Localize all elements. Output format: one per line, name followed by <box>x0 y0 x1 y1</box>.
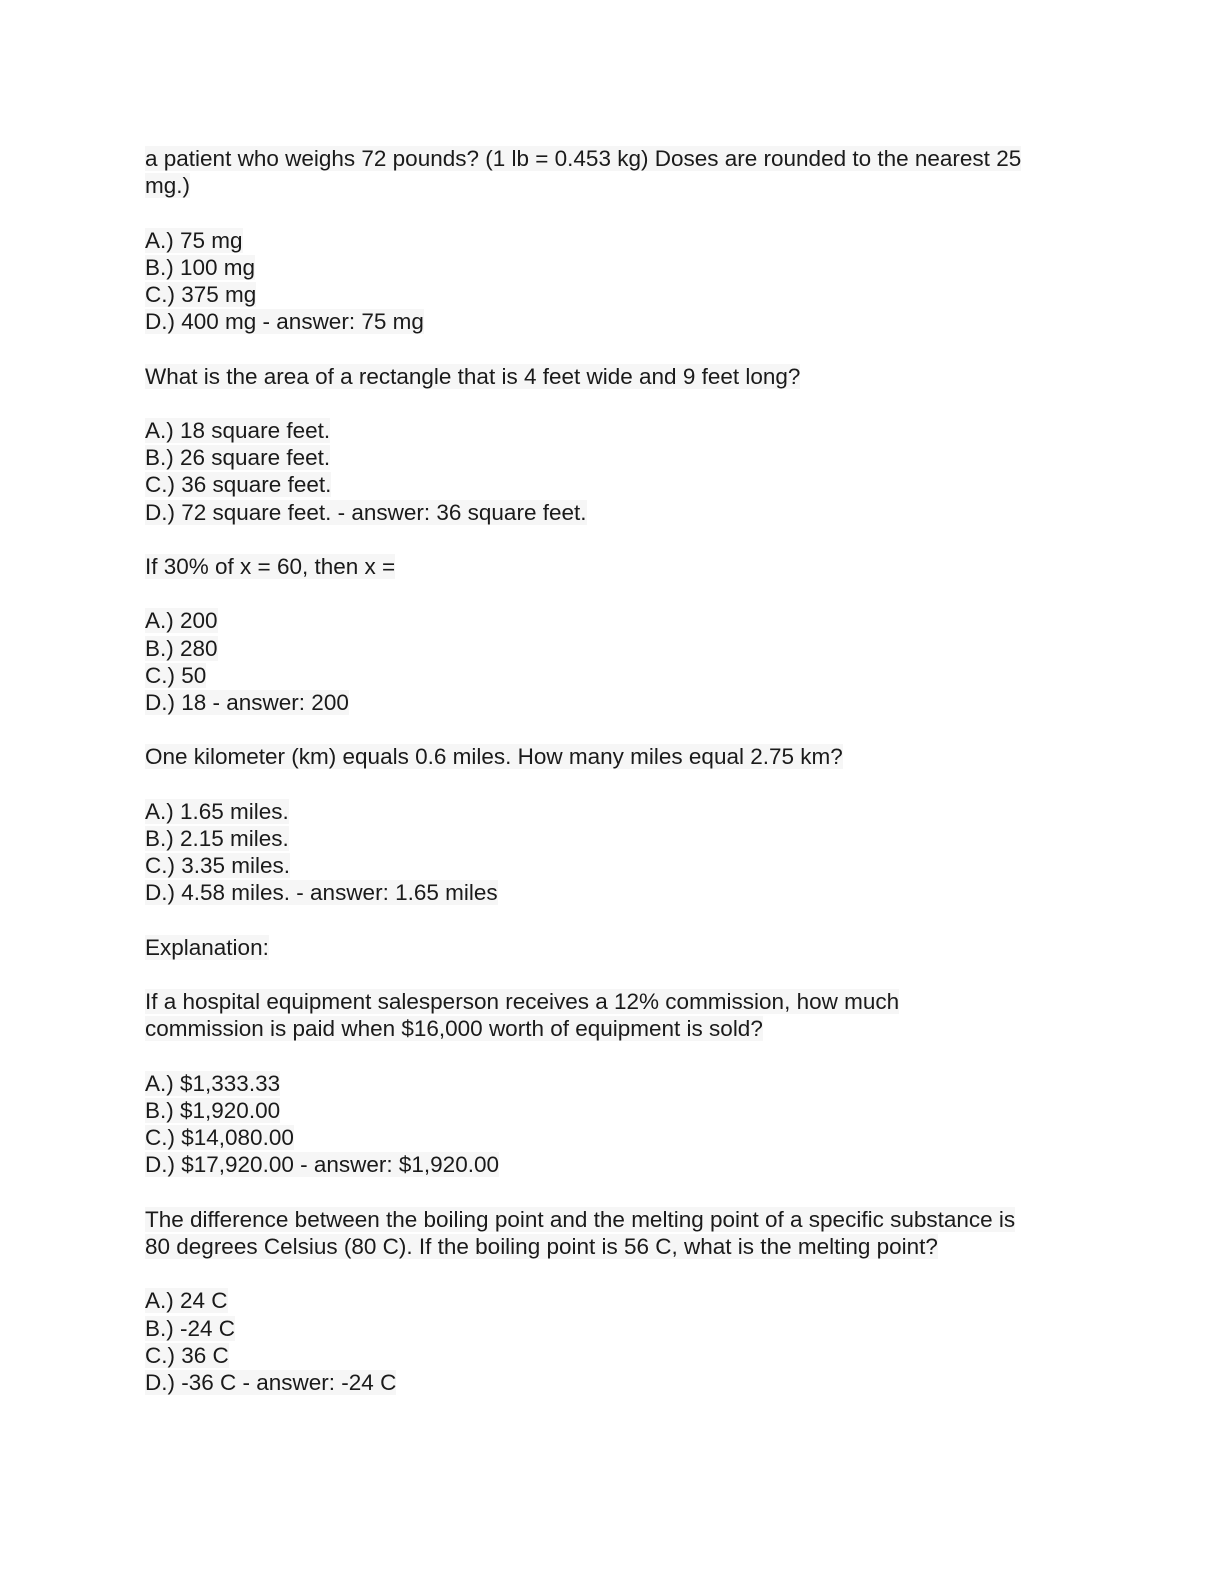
option-text: B.) 26 square feet. <box>145 445 331 471</box>
option-line <box>145 825 1085 852</box>
option-text: D.) $17,920.00 - answer: $1,920.00 <box>145 1152 499 1178</box>
question-text <box>145 743 1085 770</box>
option-line <box>145 1369 1085 1396</box>
option-line <box>145 879 1085 906</box>
option-line <box>145 662 1085 689</box>
text-line-content: a patient who weighs 72 pounds? (1 lb = 0.453 kg) Doses are rounded to the nearest 25 <box>145 146 1022 171</box>
text-line <box>145 1206 1085 1233</box>
text-line <box>145 743 1085 770</box>
document-page <box>145 145 1085 1423</box>
option-text: A.) $1,333.33 <box>145 1070 281 1096</box>
option-text: B.) 2.15 miles. <box>145 825 289 851</box>
text-line-content: 80 degrees Celsius (80 C). If the boiling point is 56 C, what is the melting point? <box>145 1233 938 1259</box>
option-line <box>145 1070 1085 1097</box>
option-line <box>145 1287 1085 1314</box>
text-line <box>145 1233 1085 1260</box>
option-text: B.) 100 mg <box>145 254 256 280</box>
option-text: C.) 3.35 miles. <box>145 853 291 879</box>
answer-options <box>145 798 1085 907</box>
text-line-content: If 30% of x = 60, then x = <box>145 553 396 579</box>
text-line <box>145 1015 1085 1042</box>
answer-options <box>145 1287 1085 1396</box>
option-line <box>145 1342 1085 1369</box>
option-line <box>145 1315 1085 1342</box>
option-text: D.) 18 - answer: 200 <box>145 689 349 715</box>
text-line <box>145 553 1085 580</box>
option-text: B.) $1,920.00 <box>145 1097 281 1123</box>
option-text: C.) 50 <box>145 662 207 688</box>
text-line-content: mg.) <box>145 173 190 199</box>
option-text: D.) 400 mg - answer: 75 mg <box>145 309 424 335</box>
explanation-heading <box>145 934 1085 961</box>
option-line <box>145 308 1085 335</box>
text-line <box>145 363 1085 390</box>
answer-options <box>145 417 1085 526</box>
option-text: C.) 375 mg <box>145 282 257 307</box>
question-text <box>145 363 1085 390</box>
option-line <box>145 444 1085 471</box>
option-line <box>145 227 1085 254</box>
option-text: A.) 18 square feet. <box>145 417 331 443</box>
text-line-content: commission is paid when $16,000 worth of equipment is sold? <box>145 1016 763 1042</box>
option-line <box>145 635 1085 662</box>
text-line-content: The difference between the boiling point and the melting point of a specific substance is <box>145 1206 1016 1232</box>
option-line <box>145 471 1085 498</box>
answer-options <box>145 1070 1085 1179</box>
option-text: A.) 1.65 miles. <box>145 798 289 824</box>
text-line <box>145 172 1085 199</box>
text-line-content: What is the area of a rectangle that is 4 feet wide and 9 feet long? <box>145 363 801 389</box>
option-line <box>145 281 1085 308</box>
option-text: D.) 72 square feet. - answer: 36 square feet. <box>145 499 587 525</box>
question-text <box>145 1206 1085 1260</box>
option-text: C.) $14,080.00 <box>145 1125 294 1151</box>
text-line <box>145 988 1085 1015</box>
text-line <box>145 934 1085 961</box>
option-text: C.) 36 C <box>145 1342 229 1368</box>
option-line <box>145 852 1085 879</box>
option-line <box>145 689 1085 716</box>
answer-options <box>145 607 1085 716</box>
option-line <box>145 1124 1085 1151</box>
option-line <box>145 1151 1085 1178</box>
question-text <box>145 988 1085 1042</box>
option-line <box>145 607 1085 634</box>
question-text <box>145 145 1085 199</box>
option-text: A.) 75 mg <box>145 227 243 253</box>
option-line <box>145 1097 1085 1124</box>
option-text: B.) -24 C <box>145 1315 236 1341</box>
option-line <box>145 417 1085 444</box>
question-text <box>145 553 1085 580</box>
text-line-content: Explanation: <box>145 934 269 960</box>
answer-options <box>145 227 1085 336</box>
option-line <box>145 499 1085 526</box>
option-text: B.) 280 <box>145 635 218 661</box>
option-text: A.) 200 <box>145 608 218 634</box>
text-line <box>145 145 1085 172</box>
option-line <box>145 254 1085 281</box>
option-text: A.) 24 C <box>145 1288 228 1314</box>
text-line-content: One kilometer (km) equals 0.6 miles. How many miles equal 2.75 km? <box>145 744 843 770</box>
text-line-content: If a hospital equipment salesperson receives a 12% commission, how much <box>145 989 900 1015</box>
option-line <box>145 798 1085 825</box>
option-text: C.) 36 square feet. <box>145 472 332 498</box>
option-text: D.) 4.58 miles. - answer: 1.65 miles <box>145 880 498 906</box>
option-text: D.) -36 C - answer: -24 C <box>145 1369 397 1395</box>
